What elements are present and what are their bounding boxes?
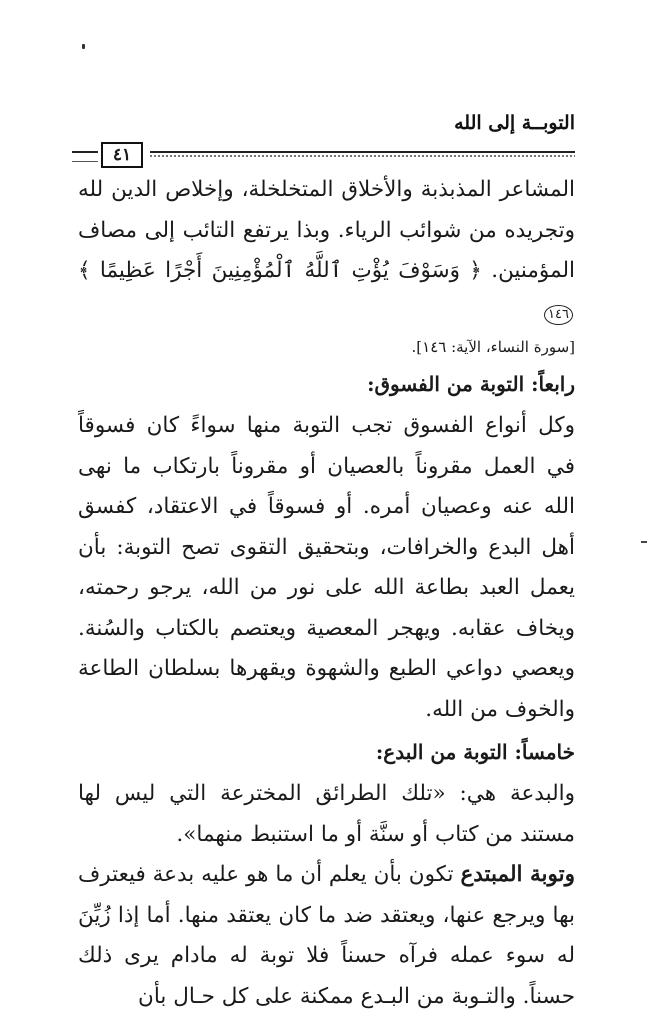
paragraph-3: والبدعة هي: «تلك الطرائق المخترعة التي ليس لها مستند من كتاب أو سنَّة أو ما استنبط منهما». (78, 781, 575, 847)
paragraph-2: وكل أنواع الفسوق تجب التوبة منها سواءً كان فسوقاً في العمل مقروناً بالعصيان أو مقروناً بارتكاب ما نهى الله عنه وعصيان أمره. أو فسوقاً في الاعتقاد، كفسق أهل البدع والخرافات، وبتحقيق التقوى تصح التوبة: بأن يعمل العبد بطاعة الله على نور من الله، يرجو رحمته، ويخاف عقابه. ويهجر المعصية ويعتصم بالكتاب والسُنة. ويعصي دواعي الطبع والشهوة ويقهرها بسلطان الطاعة والخوف من الله. (78, 413, 575, 722)
page-number: ٤١ (101, 142, 143, 168)
header-rule (150, 151, 575, 153)
header-dotted-rule (150, 155, 575, 157)
quran-verse: ﴿ وَسَوْفَ يُؤْتِ ٱللَّهُ ٱلْمُؤْمِنِينَ أَجْرًا عَظِيمًا ﴾ (78, 258, 482, 283)
header-rule-left (72, 151, 98, 162)
print-speck (82, 44, 85, 49)
p1-line3: مصاف المؤمنين. (78, 217, 575, 283)
p4-bold-lead: وتوبة المبتدع (460, 862, 575, 887)
margin-mark (641, 541, 647, 543)
p4-text: تكون بأن يعلم أن ما هو عليه بدعة فيعترف بها ويرجع عنها، ويعتقد ضد ما كان يعتقد منها. أما إذا زُيِّنَ له سوء عمله فرآه حسناً فلا توبة له مادام يرى ذلك حسناً. والتـوبة من البـدع ممكنة على كل حـال بأن (78, 862, 575, 1009)
section-heading-fifth: خامساً: التوبة من البدع: (375, 740, 575, 764)
paragraph-1 (78, 170, 575, 332)
ayah-number: ١٤٦ (544, 305, 573, 325)
section-heading-fourth: رابعاً: التوبة من الفسوق: (367, 372, 575, 396)
p1-line1: المشاعر المذبذبة والأخلاق المتخلخلة، وإخلاص الدين (111, 177, 576, 202)
verse-reference: [سورة النساء، الآية: ١٤٦]. (411, 338, 575, 356)
page-body (78, 170, 575, 1017)
paragraph-4 (78, 855, 575, 1017)
running-header-title: التوبــة إلى الله (454, 112, 575, 134)
p1-line2: لله وتجريده من شوائب الرياء. وبذا يرتفع التائب إلى (78, 177, 576, 243)
